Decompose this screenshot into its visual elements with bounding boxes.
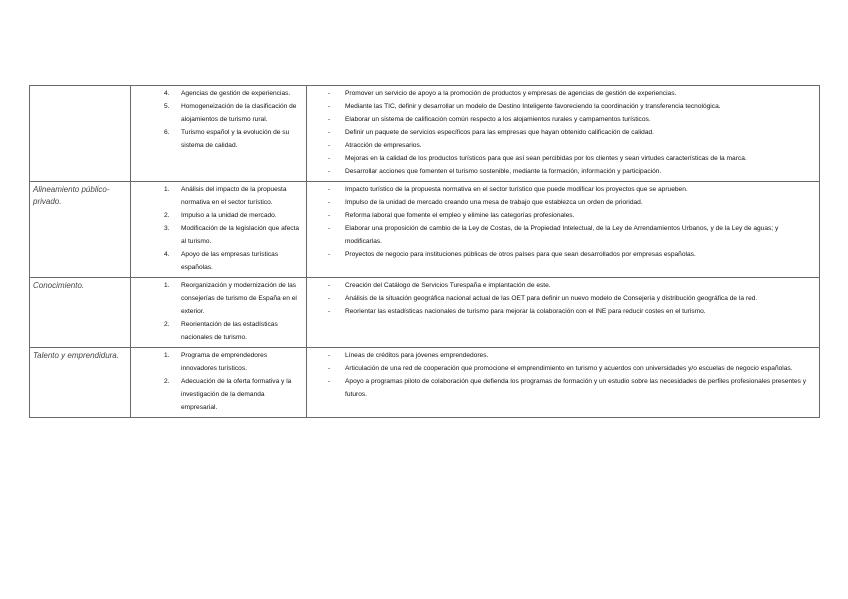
objective-item <box>131 183 306 209</box>
objective-item <box>131 318 306 344</box>
objectives-list <box>131 182 306 277</box>
objective-item <box>131 222 306 248</box>
actions-list <box>307 182 819 264</box>
objective-item <box>131 100 306 126</box>
axis-label: Conocimiento. <box>33 281 85 290</box>
axis-cell <box>30 182 131 278</box>
objective-number: 2. <box>164 378 170 385</box>
table-row <box>30 182 820 278</box>
table-row <box>30 348 820 418</box>
axis-cell <box>30 86 131 182</box>
axis-label: Talento y emprendidura. <box>33 351 119 360</box>
objective-text: Turismo español y la evolución de su sistema de calidad. <box>181 129 290 149</box>
action-item: - Desarrollar acciones que fomenten el turismo sostenible, mediante la formación, información y participación. <box>307 165 815 178</box>
action-item: - Mediante las TIC, definir y desarrollar un modelo de Destino Inteligente favoreciendo la coordinación y transferencia tecnológica. <box>307 100 815 113</box>
objectives-cell <box>131 182 307 278</box>
action-item: - Análisis de la situación geográfica nacional actual de las OET para definir un nuevo modelo de Consejería y distribución geográfica de la red. <box>307 292 815 305</box>
objective-text: Apoyo de las empresas turísticas españolas. <box>181 251 279 271</box>
objective-number: 1. <box>164 186 170 193</box>
action-item: - Proyectos de negocio para instituciones públicas de otros países para que sean desarrollados por empresas españolas. <box>307 248 815 261</box>
action-item: - Elaborar una proposición de cambio de la Ley de Costas, de la Propiedad Intelectual, de la Ley de Arrendamientos Urbanos, y de la Ley de aguas; y modificarlas. <box>307 222 815 248</box>
objective-text: Agencias de gestión de experiencias. <box>181 90 291 97</box>
objectives-list <box>131 278 306 347</box>
actions-list <box>307 278 819 321</box>
action-item: - Impacto turístico de la propuesta normativa en el sector turístico que puede modificar los proyectos que se aprueben. <box>307 183 815 196</box>
action-item: - Líneas de créditos para jóvenes emprendedores. <box>307 349 815 362</box>
objective-text: Reorientación de las estadísticas nacionales de turismo. <box>181 321 278 341</box>
axis-cell <box>30 278 131 348</box>
objectives-cell <box>131 278 307 348</box>
axis-label: Alineamiento público-privado. <box>33 185 110 206</box>
axis-cell <box>30 348 131 418</box>
objective-item <box>131 375 306 414</box>
objective-number: 4. <box>164 251 170 258</box>
objective-number: 1. <box>164 282 170 289</box>
action-item: - Articulación de una red de cooperación que promocione el emprendimiento en turismo y acuerdos con universidades y/o escuelas de negocio españolas. <box>307 362 815 375</box>
action-item: - Creación del Catálogo de Servicios Turespaña e implantación de este. <box>307 279 815 292</box>
objective-item <box>131 279 306 318</box>
objective-text: Homogeneización de la clasificación de alojamientos de turismo rural. <box>181 103 297 123</box>
objective-text: Análisis del impacto de la propuesta normativa en el sector turístico. <box>181 186 287 206</box>
objective-number: 1. <box>164 352 170 359</box>
action-item: - Reorientar las estadísticas nacionales de turismo para mejorar la colaboración con el INE para reducir costes en el turismo. <box>307 305 815 318</box>
action-item: - Elaborar un sistema de calificación común respecto a los alojamientos rurales y campamentos turísticos. <box>307 113 815 126</box>
action-item: - Apoyo a programas piloto de colaboración que defienda los programas de formación y un estudio sobre las necesidades de perfiles profesionales presentes y futuros. <box>307 375 815 401</box>
axis-label <box>30 86 130 88</box>
action-item: - Atracción de empresarios. <box>307 139 815 152</box>
objective-number: 3. <box>164 225 170 232</box>
objectives-cell <box>131 348 307 418</box>
objective-number: 2. <box>164 212 170 219</box>
objective-item <box>131 126 306 152</box>
objective-text: Adecuación de la oferta formativa y la investigación de la demanda empresarial. <box>181 378 292 411</box>
action-item: - Promover un servicio de apoyo a la promoción de productos y empresas de agencias de gestión de experiencias. <box>307 87 815 100</box>
objective-text: Impulso a la unidad de mercado. <box>181 212 277 219</box>
objective-item <box>131 87 306 100</box>
objective-number: 6. <box>164 129 170 136</box>
table-row <box>30 86 820 182</box>
actions-cell <box>307 86 820 182</box>
objective-item <box>131 248 306 274</box>
actions-cell <box>307 182 820 278</box>
action-item: - Definir un paquete de servicios específicos para las empresas que hayan obtenido calificación de calidad. <box>307 126 815 139</box>
objective-number: 5. <box>164 103 170 110</box>
action-item: - Impulso de la unidad de mercado creando una mesa de trabajo que establezca un orden de prioridad. <box>307 196 815 209</box>
objective-number: 4. <box>164 90 170 97</box>
actions-cell <box>307 348 820 418</box>
table-row <box>30 278 820 348</box>
action-item: - Mejoras en la calidad de los productos turísticos para que así sean percibidas por los clientes y sean virtudes características de la marca. <box>307 152 815 165</box>
objective-number: 2. <box>164 321 170 328</box>
objective-text: Modificación de la legislación que afecta al turismo. <box>181 225 300 245</box>
strategy-table <box>29 85 820 418</box>
objective-item <box>131 349 306 375</box>
objectives-cell <box>131 86 307 182</box>
objectives-list <box>131 348 306 417</box>
objectives-list <box>131 86 306 155</box>
actions-list <box>307 86 819 181</box>
objective-text: Programa de emprendedores innovadores turísticos. <box>181 352 268 372</box>
objective-text: Reorganización y modernización de las consejerías de turismo de España en el exterior. <box>181 282 297 315</box>
actions-list <box>307 348 819 404</box>
action-item: - Reforma laboral que fomente el empleo y elimine las categorías profesionales. <box>307 209 815 222</box>
actions-cell <box>307 278 820 348</box>
objective-item <box>131 209 306 222</box>
